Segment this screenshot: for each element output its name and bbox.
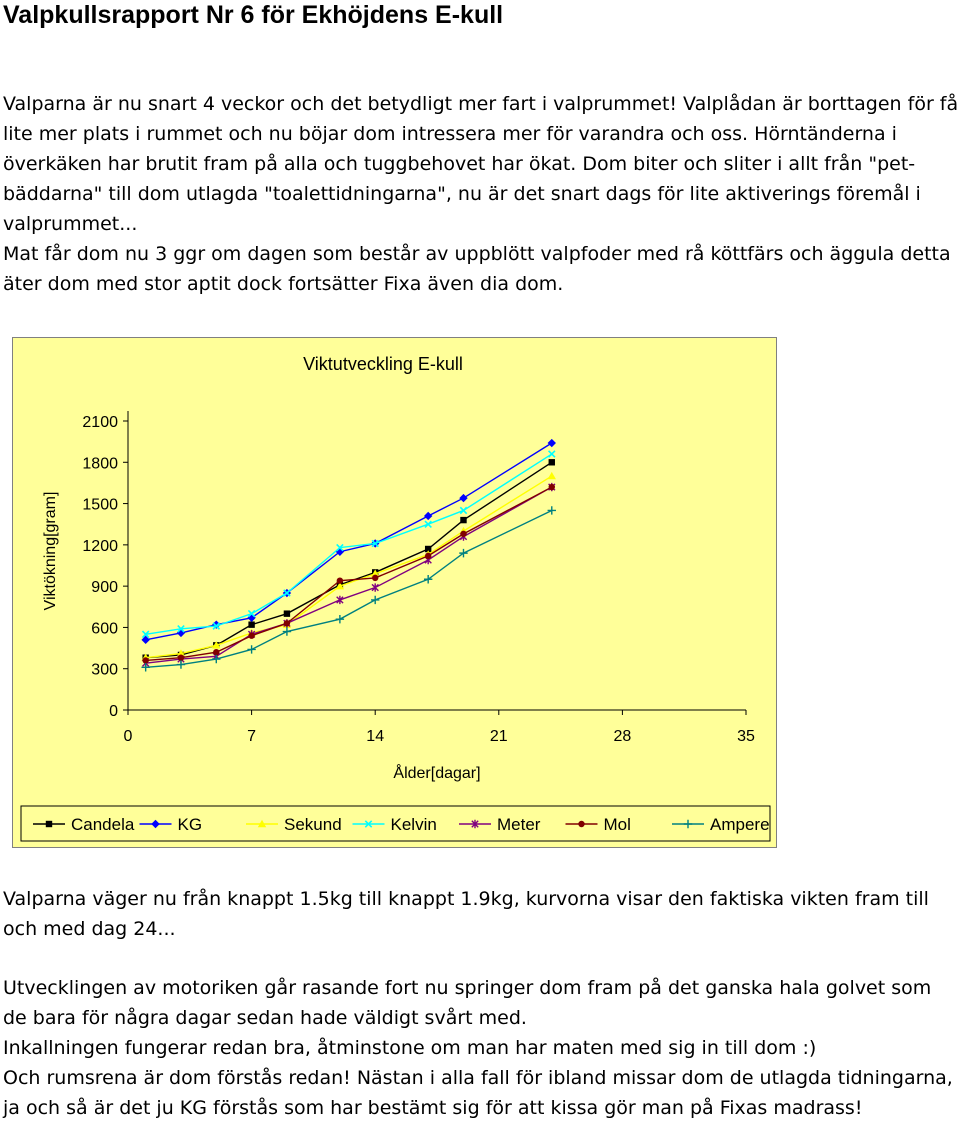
legend-label: Ampere	[710, 815, 770, 834]
y-tick-label: 900	[91, 579, 118, 597]
x-tick-label: 7	[247, 728, 257, 745]
x-tick-label: 14	[366, 728, 385, 745]
data-point-kelvin	[425, 521, 431, 527]
legend-label: Kelvin	[390, 815, 437, 834]
series-line-kg	[146, 443, 552, 640]
data-point-mol	[425, 553, 431, 559]
series-kg	[141, 439, 556, 644]
data-point-kelvin	[460, 507, 466, 513]
y-tick-label: 0	[109, 703, 118, 720]
legend-swatch-marker	[46, 821, 52, 827]
data-point-mol	[248, 632, 254, 638]
closing-paragraph-2: Inkallningen fungerar redan bra, åtminstone om man har maten med sig in till dom :)	[3, 1037, 817, 1059]
data-point-ampere	[548, 506, 556, 514]
legend-label: Sekund	[284, 815, 342, 834]
data-point-ampere	[247, 645, 255, 653]
data-point-meter	[337, 596, 343, 604]
chart-title: Viktutveckling E-kull	[303, 354, 463, 374]
data-point-mol	[337, 577, 343, 583]
y-tick-label: 600	[91, 620, 118, 638]
data-point-ampere	[336, 615, 344, 623]
intro-text	[3, 89, 959, 299]
data-point-mol	[460, 531, 466, 537]
x-tick-label: 35	[737, 728, 755, 745]
data-point-mol	[213, 649, 219, 655]
data-point-mol	[142, 657, 148, 663]
y-tick-label: 1200	[82, 537, 118, 555]
x-tick-label: 0	[123, 728, 133, 745]
data-point-ampere	[141, 663, 149, 671]
data-point-candela	[549, 459, 555, 465]
chart-y-axis-label: Viktökning[gram]	[42, 491, 59, 611]
data-point-kg	[459, 494, 467, 502]
y-tick-label: 1800	[82, 455, 118, 473]
data-point-kelvin	[549, 451, 555, 457]
y-tick-label: 300	[91, 661, 118, 679]
data-point-mol	[372, 575, 378, 581]
after-chart-text	[3, 884, 959, 944]
closing-paragraph-3: Och rumsrena är dom förstås redan! Nästan i alla fall för ibland missar dom de utlagda tidningarna, ja och så är det ju KG förstås som har bestämt sig för att kissa gör man på Fixas madrass!	[3, 1067, 953, 1119]
series-mol	[142, 484, 555, 664]
series-ampere	[141, 506, 556, 671]
intro-paragraph-1: Valparna är nu snart 4 veckor och det betydligt mer fart i valprummet! Valplådan är borttagen för få lite mer plats i rummet och nu böjar dom intressera mer för varandra och oss. Hörntänderna i överkäken har brutit fram på alla och tuggbehovet har ökat. Dom biter och sliter i allt från "pet-bäddarna" till dom utlagda "toalettidningarna", nu är det snart dags för lite aktiverings föremål i valprummet...	[3, 93, 959, 235]
series-line-mol	[146, 487, 552, 660]
intro-paragraph-2: Mat får dom nu 3 ggr om dagen som består av uppblött valpfoder med rå köttfärs och äggula detta äter dom med stor aptit dock fortsätter Fixa även dia dom.	[3, 243, 951, 295]
data-point-mol	[178, 655, 184, 661]
series-candela	[142, 459, 555, 661]
data-point-sekund	[548, 472, 556, 479]
weight-chart-svg	[13, 338, 778, 849]
after-chart-paragraph: Valparna väger nu från knappt 1.5kg till knappt 1.9kg, kurvorna visar den faktiska vikten fram till och med dag 24...	[3, 888, 929, 940]
data-point-candela	[460, 517, 466, 523]
chart-x-axis-label: Ålder[dagar]	[393, 765, 481, 782]
legend-label: Mol	[603, 815, 631, 834]
x-tick-label: 21	[489, 728, 508, 745]
data-point-kg	[424, 512, 432, 520]
data-point-mol	[549, 484, 555, 490]
data-point-kg	[548, 439, 556, 447]
data-point-kg	[177, 629, 185, 637]
series-line-sekund	[146, 476, 552, 658]
closing-paragraph-1: Utvecklingen av motoriken går rasande fort nu springer dom fram på det ganska hala golvet som de bara för några dagar sedan hade väldigt svårt med.	[3, 977, 932, 1029]
data-point-ampere	[283, 627, 291, 635]
series-line-ampere	[146, 510, 552, 667]
legend-swatch-marker	[578, 821, 584, 827]
series-meter	[142, 483, 555, 668]
data-point-candela	[284, 610, 290, 616]
data-point-ampere	[371, 596, 379, 604]
data-point-candela	[248, 621, 254, 627]
legend-label: KG	[177, 815, 203, 834]
legend-label: Meter	[497, 815, 541, 834]
y-tick-label: 1500	[82, 496, 118, 514]
closing-text	[3, 973, 959, 1123]
weight-chart	[12, 337, 777, 848]
data-point-meter	[372, 583, 378, 591]
legend-label: Candela	[71, 815, 135, 834]
y-tick-label: 2100	[82, 414, 118, 431]
series-line-candela	[146, 462, 552, 657]
data-point-mol	[284, 620, 290, 626]
x-tick-label: 28	[613, 728, 632, 745]
page-title: Valpkullsrapport Nr 6 för Ekhöjdens E-kull	[3, 1, 504, 29]
